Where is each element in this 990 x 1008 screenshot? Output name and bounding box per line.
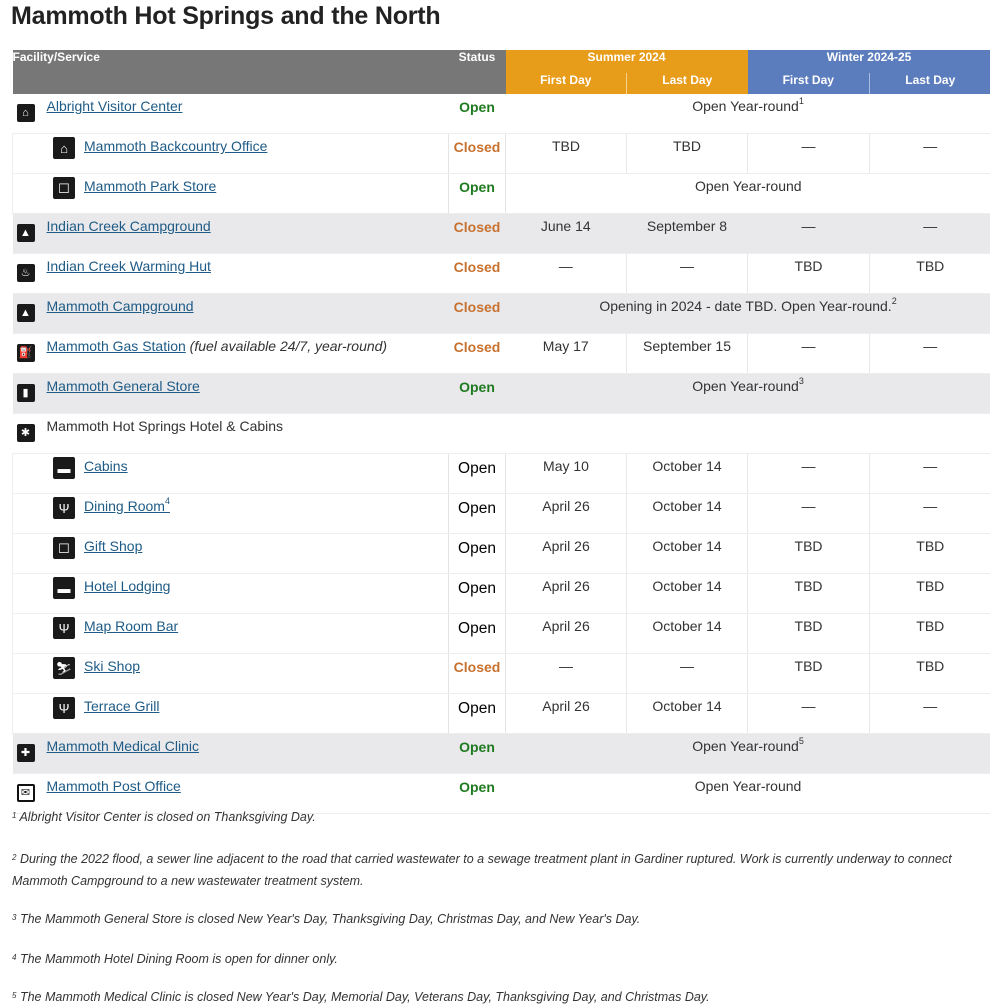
summer-first-day-cell [506, 214, 627, 254]
status-badge: Open [449, 774, 506, 795]
footnote-number: 4 [12, 953, 16, 962]
table-row [13, 374, 990, 414]
store-icon: ☐ [53, 537, 75, 559]
facility-cell [13, 414, 449, 454]
table-row [13, 94, 990, 134]
status-cell [449, 174, 506, 214]
page-title: Mammoth Hot Springs and the North [11, 2, 441, 31]
facility-label [47, 418, 284, 434]
season-span-cell [506, 374, 990, 414]
store-icon: ☐ [53, 177, 75, 199]
facility-link-text: Cabins [84, 458, 128, 474]
summer-last-day-value: October 14 [627, 494, 747, 514]
season-span-cell [506, 734, 990, 774]
summer-first-day-value: — [506, 654, 626, 674]
skiing-icon: ⛷ [53, 657, 75, 679]
footnote [12, 848, 972, 892]
summer-last-day-cell [627, 254, 748, 294]
facility-link[interactable] [47, 738, 199, 754]
header-summer: Summer 2024 [506, 50, 748, 73]
summer-first-day-value: April 26 [506, 574, 626, 594]
facility-link[interactable] [84, 458, 128, 474]
footnote-number: 5 [12, 991, 16, 1000]
facility-cell [13, 254, 449, 294]
summer-first-day-cell [506, 534, 627, 574]
empty-dates-cell [506, 414, 990, 454]
winter-last-day-cell [870, 614, 990, 654]
summer-last-day-cell [627, 494, 748, 534]
winter-first-day-value: — [748, 694, 869, 714]
winter-first-day-value: — [748, 134, 869, 154]
facility-label [47, 378, 200, 394]
facility-link-text: Mammoth Park Store [84, 178, 216, 194]
table-row [13, 534, 990, 574]
facility-link-text: Mammoth Post Office [47, 778, 181, 794]
facility-cell [13, 734, 449, 774]
winter-first-day-value: TBD [748, 614, 869, 634]
warming-hut-icon: ♨ [17, 264, 35, 282]
facility-cell [13, 654, 449, 694]
facility-link[interactable] [84, 138, 267, 154]
facility-link[interactable] [47, 378, 200, 394]
footnote-number: 1 [12, 811, 16, 820]
status-cell [449, 534, 506, 574]
season-span-text: Open Year-round [692, 98, 799, 114]
status-badge: Closed [449, 134, 505, 155]
lodging-icon: ✱ [17, 424, 35, 442]
post-office-icon: ✉ [17, 784, 35, 802]
facility-label [84, 178, 216, 194]
facility-link-text: Mammoth Backcountry Office [84, 138, 267, 154]
status-cell [449, 414, 506, 454]
winter-last-day-cell [870, 214, 990, 254]
table-row [13, 414, 990, 454]
winter-first-day-value: TBD [748, 254, 869, 274]
summer-last-day-cell [627, 694, 748, 734]
facility-label [47, 98, 183, 114]
season-span-text: Open Year-round [692, 378, 799, 394]
status-badge: Open [449, 574, 505, 598]
facility-label [84, 658, 140, 674]
facility-link-text: Mammoth General Store [47, 378, 200, 394]
table-row [13, 254, 990, 294]
winter-first-day-cell [748, 654, 870, 694]
winter-last-day-value: TBD [870, 254, 990, 274]
table-row [13, 294, 990, 334]
facility-label [84, 698, 159, 714]
table-row [13, 654, 990, 694]
summer-first-day-value: TBD [506, 134, 626, 154]
facility-label [47, 738, 199, 754]
status-badge: Open [449, 494, 505, 518]
header-winter-last-day: Last Day [870, 73, 990, 94]
facility-cell [13, 334, 449, 374]
winter-first-day-cell [748, 334, 870, 374]
facility-link-text: Mammoth Campground [47, 298, 194, 314]
footnote-text: During the 2022 flood, a sewer line adjacent to the road that carried wastewater to a sewage treatment plant in Gardiner ruptured. Work is currently underway to connect Mammoth Campground to a new wastewater treatment system. [12, 852, 952, 888]
facility-cell [13, 614, 449, 654]
footnote-ref: 2 [892, 296, 897, 306]
facility-link[interactable] [84, 658, 140, 674]
winter-first-day-cell [748, 214, 870, 254]
footnote-ref: 1 [799, 96, 804, 106]
facility-cell [13, 534, 449, 574]
summer-last-day-cell [627, 214, 748, 254]
summer-last-day-cell [627, 534, 748, 574]
facility-link-text: Hotel Lodging [84, 578, 170, 594]
visitor-center-icon: ⌂ [17, 104, 35, 122]
winter-first-day-cell [748, 574, 870, 614]
summer-first-day-cell [506, 254, 627, 294]
facility-cell [13, 134, 449, 174]
winter-last-day-value: — [870, 694, 990, 714]
summer-last-day-value: October 14 [627, 574, 747, 594]
facility-link[interactable] [47, 258, 211, 274]
status-cell [449, 294, 506, 334]
season-span-cell [506, 174, 990, 214]
summer-last-day-value: October 14 [627, 694, 747, 714]
status-cell [449, 374, 506, 414]
facility-link-text: Gift Shop [84, 538, 142, 554]
footnote-ref: 3 [799, 376, 804, 386]
summer-last-day-value: TBD [627, 134, 747, 154]
facility-link-text: Ski Shop [84, 658, 140, 674]
winter-first-day-value: TBD [748, 574, 869, 594]
season-span-cell [506, 94, 990, 134]
season-span-text: Open Year-round [692, 738, 799, 754]
facility-label [84, 498, 170, 514]
winter-first-day-value: — [748, 454, 869, 474]
winter-first-day-cell [748, 454, 870, 494]
winter-first-day-cell [748, 694, 870, 734]
status-badge: Open [449, 94, 506, 115]
facility-label [47, 218, 211, 234]
facility-link-text: Mammoth Gas Station [47, 338, 186, 354]
status-badge: Closed [449, 334, 506, 355]
footnote-ref: 4 [165, 496, 170, 506]
facility-label [47, 298, 194, 314]
facility-label [47, 338, 388, 354]
header-winter-first-day: First Day [748, 73, 870, 94]
status-badge: Open [449, 454, 505, 478]
table-row [13, 134, 990, 174]
status-badge: Open [449, 614, 505, 638]
facility-cell [13, 374, 449, 414]
facility-link[interactable] [84, 618, 178, 634]
winter-last-day-cell [870, 574, 990, 614]
table-row [13, 574, 990, 614]
summer-first-day-value: June 14 [506, 214, 627, 234]
status-badge: Closed [449, 654, 505, 675]
facility-cell [13, 454, 449, 494]
summer-last-day-value: — [627, 254, 747, 274]
summer-first-day-cell [506, 494, 627, 534]
status-cell [449, 494, 506, 534]
summer-first-day-cell [506, 614, 627, 654]
facility-link-text: Mammoth Medical Clinic [47, 738, 199, 754]
restaurant-icon: Ψ [53, 617, 75, 639]
summer-last-day-value: September 15 [627, 334, 747, 354]
facility-link[interactable] [84, 698, 159, 714]
facility-link[interactable] [47, 218, 211, 234]
winter-last-day-cell [870, 454, 990, 494]
table-row [13, 334, 990, 374]
header-summer-last-day: Last Day [627, 73, 748, 94]
season-span-cell [506, 294, 990, 334]
status-badge: Closed [449, 214, 506, 235]
facilities-table [12, 50, 990, 814]
facility-link[interactable] [84, 538, 142, 554]
footnote-text: The Mammoth General Store is closed New Year's Day, Thanksgiving Day, Christmas Day, and New Year's Day. [20, 912, 640, 926]
table-row [13, 614, 990, 654]
summer-last-day-value: September 8 [627, 214, 747, 234]
facility-cell [13, 214, 449, 254]
status-cell [449, 94, 506, 134]
status-cell [449, 654, 506, 694]
summer-first-day-cell [506, 134, 627, 174]
header-summer-first-day: First Day [506, 73, 627, 94]
winter-last-day-cell [870, 534, 990, 574]
facility-label [84, 458, 128, 474]
footnote [12, 986, 972, 1008]
facility-cell [13, 294, 449, 334]
summer-last-day-cell [627, 614, 748, 654]
header-status: Status [449, 50, 506, 94]
status-cell [449, 454, 506, 494]
table-row [13, 454, 990, 494]
winter-last-day-value: — [870, 454, 990, 474]
winter-last-day-cell [870, 254, 990, 294]
lodging-icon: ▬ [53, 457, 75, 479]
winter-last-day-value: — [870, 334, 990, 354]
footnote-text: Albright Visitor Center is closed on Thanksgiving Day. [19, 810, 315, 824]
header-facility: Facility/Service [13, 50, 449, 94]
winter-first-day-value: TBD [748, 534, 869, 554]
table-row [13, 174, 990, 214]
facility-link-text: Indian Creek Campground [47, 218, 211, 234]
general-store-icon: ▮ [17, 384, 35, 402]
table-row [13, 734, 990, 774]
facility-link-text: Indian Creek Warming Hut [47, 258, 211, 274]
facility-cell [13, 174, 449, 214]
facility-link[interactable] [47, 98, 183, 114]
status-cell [449, 694, 506, 734]
winter-first-day-cell [748, 534, 870, 574]
summer-last-day-value: October 14 [627, 534, 747, 554]
season-span-text: Open Year-round [695, 778, 802, 794]
status-cell [449, 734, 506, 774]
summer-first-day-cell [506, 454, 627, 494]
winter-first-day-cell [748, 134, 870, 174]
facility-link-text: Map Room Bar [84, 618, 178, 634]
facility-cell [13, 694, 449, 734]
summer-first-day-value: — [506, 254, 627, 274]
footnote-number: 2 [12, 853, 16, 862]
facility-link[interactable] [84, 578, 170, 594]
facility-label [47, 778, 181, 794]
season-span-text: Opening in 2024 - date TBD. Open Year-round. [599, 298, 891, 314]
status-cell [449, 134, 506, 174]
winter-first-day-cell [748, 254, 870, 294]
status-badge: Closed [449, 254, 506, 275]
winter-first-day-cell [748, 494, 870, 534]
winter-last-day-value: — [870, 214, 990, 234]
winter-first-day-value: — [748, 214, 869, 234]
summer-last-day-cell [627, 654, 748, 694]
status-cell [449, 334, 506, 374]
footnote-text: The Mammoth Medical Clinic is closed New Year's Day, Memorial Day, Veterans Day, Thanksgiving Day, and Christmas Day. [20, 990, 710, 1004]
summer-first-day-cell [506, 654, 627, 694]
summer-last-day-value: — [627, 654, 747, 674]
facility-link[interactable] [47, 778, 181, 794]
footnote [12, 806, 972, 828]
summer-first-day-cell [506, 694, 627, 734]
facility-label [84, 538, 142, 554]
facility-label [84, 618, 178, 634]
winter-last-day-cell [870, 334, 990, 374]
summer-first-day-value: April 26 [506, 534, 626, 554]
summer-first-day-value: April 26 [506, 494, 626, 514]
winter-last-day-value: TBD [870, 534, 990, 554]
facility-link[interactable] [84, 178, 216, 194]
winter-last-day-cell [870, 654, 990, 694]
summer-first-day-value: May 10 [506, 454, 626, 474]
footnote-ref: 5 [799, 736, 804, 746]
footnote [12, 948, 972, 970]
facility-group-label: Mammoth Hot Springs Hotel & Cabins [47, 418, 284, 434]
status-badge: Closed [449, 294, 506, 315]
facility-label [84, 578, 170, 594]
status-cell [449, 614, 506, 654]
table-row [13, 694, 990, 734]
winter-last-day-cell [870, 494, 990, 534]
winter-last-day-value: TBD [870, 654, 990, 674]
summer-last-day-value: October 14 [627, 454, 747, 474]
facility-link-text: Albright Visitor Center [47, 98, 183, 114]
winter-first-day-cell [748, 614, 870, 654]
header-winter: Winter 2024-25 [748, 50, 990, 73]
winter-last-day-cell [870, 694, 990, 734]
ranger-station-icon: ⌂ [53, 137, 75, 159]
winter-first-day-value: — [748, 334, 869, 354]
winter-last-day-value: TBD [870, 614, 990, 634]
status-cell [449, 214, 506, 254]
gas-station-icon: ⛽ [17, 344, 35, 362]
facility-link[interactable] [47, 338, 186, 354]
status-badge: Open [449, 374, 506, 395]
restaurant-icon: Ψ [53, 497, 75, 519]
summer-first-day-cell [506, 334, 627, 374]
facility-link-text: Terrace Grill [84, 698, 159, 714]
footnote-text: The Mammoth Hotel Dining Room is open for dinner only. [20, 952, 338, 966]
status-badge: Open [449, 694, 505, 718]
facilities-table-body [13, 94, 990, 814]
winter-first-day-value: — [748, 494, 869, 514]
summer-last-day-cell [627, 134, 748, 174]
facility-link-text: Dining Room [84, 498, 165, 514]
facility-link[interactable] [47, 298, 194, 314]
footnote [12, 908, 972, 930]
season-span-text: Open Year-round [695, 178, 802, 194]
summer-last-day-cell [627, 334, 748, 374]
restaurant-icon: Ψ [53, 697, 75, 719]
facility-label [47, 258, 211, 274]
status-cell [449, 254, 506, 294]
summer-last-day-value: October 14 [627, 614, 747, 634]
facility-cell [13, 494, 449, 534]
summer-first-day-value: April 26 [506, 694, 626, 714]
status-badge: Open [449, 174, 505, 195]
summer-last-day-cell [627, 454, 748, 494]
footnote-number: 3 [12, 913, 16, 922]
facility-link[interactable] [84, 498, 170, 514]
facility-label [84, 138, 267, 154]
status-cell [449, 574, 506, 614]
campground-icon: ▲ [17, 224, 35, 242]
status-badge: Open [449, 734, 506, 755]
first-aid-icon: ✚ [17, 744, 35, 762]
facility-cell [13, 94, 449, 134]
winter-last-day-value: TBD [870, 574, 990, 594]
facility-cell [13, 574, 449, 614]
campground-icon: ▲ [17, 304, 35, 322]
lodging-icon: ▬ [53, 577, 75, 599]
table-row [13, 494, 990, 534]
summer-first-day-value: May 17 [506, 334, 627, 354]
winter-last-day-cell [870, 134, 990, 174]
summer-first-day-cell [506, 574, 627, 614]
facility-note: (fuel available 24/7, year-round) [190, 338, 387, 354]
summer-last-day-cell [627, 574, 748, 614]
table-row [13, 214, 990, 254]
winter-first-day-value: TBD [748, 654, 869, 674]
winter-last-day-value: — [870, 494, 990, 514]
winter-last-day-value: — [870, 134, 990, 154]
status-badge: Open [449, 534, 505, 558]
summer-first-day-value: April 26 [506, 614, 626, 634]
